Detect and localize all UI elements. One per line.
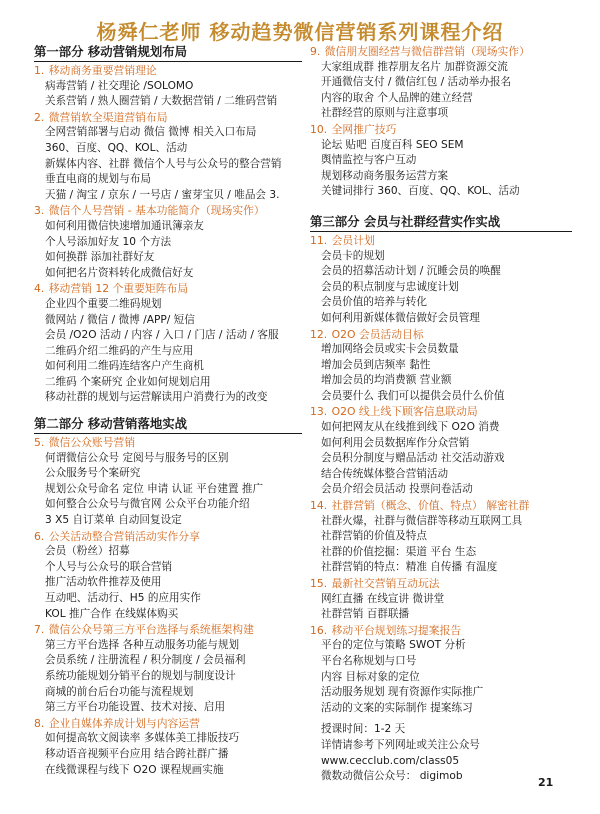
part-heading: 第三部分 会员与社群经营实作实战 [310, 214, 572, 232]
section-number: 9. [310, 45, 321, 58]
list-item: 结合传统媒体整合营销活动 [321, 467, 449, 480]
list-item: 内容的取舍 个人品牌的建立经营 [321, 91, 473, 104]
section-number: 7. [34, 623, 45, 637]
section-title [310, 122, 572, 138]
list-item: 垂直电商的规划与布局 [45, 173, 151, 186]
part-heading: 第一部分 移动营销规划布局 [34, 44, 302, 62]
list-item: 增加会员的均消费额 营业额 [321, 374, 452, 387]
list-item: 会员的积点制度与忠诚度计划 [321, 280, 459, 293]
section-title-text: 微营销软全渠道营销布局 [48, 110, 168, 124]
list-item: 如何提高软文阅读率 多媒体美工排版技巧 [45, 732, 240, 745]
section-title-text: 微信公众账号营销 [48, 436, 136, 450]
list-item: 在线微课程与线下 O2O 课程规画实施 [45, 763, 224, 776]
section-title [310, 498, 572, 514]
course-duration: 授课时间：1-2 天 [321, 723, 406, 736]
section-title [34, 622, 302, 638]
list-item: 360、百度、QQ、KOL、活动 [45, 141, 188, 154]
section-title-text: 会员计划 [331, 233, 375, 247]
page-title: 杨舜仁老师 移动趋势微信营销系列课程介绍 [96, 20, 504, 44]
list-item: 病毒营销 / 社交理论 /SOLOMO [45, 79, 194, 92]
section-title-text: 微信朋友圈经营与微信群营销（现场实作） [324, 45, 530, 58]
right-column [310, 44, 572, 785]
list-item: 互动吧、活动行、H5 的应用实作 [45, 592, 201, 604]
list-item: 规划公众号命名 定位 申请 认证 平台建置 推广 [45, 482, 264, 495]
section-number: 6. [34, 529, 45, 543]
list-item: 企业四个重要二维码规划 [45, 297, 162, 310]
list-item: 二维码介绍二维码的产生与应用 [45, 344, 194, 357]
list-item: 社群火爆，社群与微信群等移动互联网工具 [321, 514, 523, 527]
course-details-note: 详情请参考下列网址或关注公众号 [321, 738, 480, 751]
list-item: 如何利用会员数据库作分众营销 [321, 436, 470, 449]
list-item: 会员系统 / 注册流程 / 积分制度 / 会员福利 [45, 654, 246, 667]
list-item: 二维码 个案研究 企业如何规划启用 [45, 375, 211, 388]
list-item: 平台名称规划与口号 [321, 654, 417, 667]
list-item: 开通微信支付 / 微信红包 / 活动举办报名 [321, 76, 512, 89]
section-number: 11. [310, 233, 328, 247]
list-item: 会员卡的规划 [321, 249, 385, 262]
list-item: 推广活动软件推荐及使用 [45, 576, 162, 589]
list-item: 会员价值的培养与转化 [321, 296, 427, 309]
section-number: 12. [310, 327, 328, 341]
list-item: 舆情监控与客户互动 [321, 154, 417, 167]
section-number: 3. [34, 204, 45, 218]
list-item: 3 X5 自订菜单 自动回复设定 [45, 514, 182, 527]
section-title-text: 公关活动整合营销活动实作分享 [48, 529, 200, 543]
section-title-text: 微信个人号营销 - 基本功能简介（现场实作） [48, 204, 265, 218]
list-item: 关系营销 / 熟人圈营销 / 大数据营销 / 二维码营销 [45, 95, 278, 108]
section-title [34, 281, 302, 297]
list-item: 活动的文案的实际制作 提案练习 [321, 701, 473, 714]
section-title [310, 623, 572, 639]
section-title [310, 233, 572, 249]
section-title-text: 微信公众号第三方平台选择与系统框架构建 [48, 623, 254, 637]
list-item: 活动服务规划 现有资源作实际推广 [321, 686, 484, 699]
list-item: 微网站 / 微信 / 微博 /APP/ 短信 [45, 313, 195, 326]
list-item: 如何把网友从在线推到线下 O2O 消费 [321, 421, 500, 434]
section-title-text: 移动营销 12 个重要矩阵布局 [48, 282, 189, 296]
list-item: 第三方平台选择 各种互动服务功能与规划 [45, 638, 240, 651]
section-title-text: O2O 线上线下顾客信息联动局 [331, 405, 478, 419]
list-item: 增加网络会员或实卡会员数量 [321, 343, 459, 356]
section-number: 13. [310, 405, 328, 419]
section-title [310, 44, 572, 60]
list-item: 移动语音视频平台应用 结合跨社群广播 [45, 747, 229, 760]
section-number: 16. [310, 623, 328, 637]
course-url-link[interactable]: www.cecclub.com/class05 [321, 754, 460, 767]
list-item: 第三方平台功能设置、技术对接、启用 [45, 701, 226, 714]
list-item: 关键词排行 360、百度、QQ、KOL、活动 [321, 185, 520, 198]
section-number: 15. [310, 577, 328, 590]
list-item: 会员积分制度与赠品活动 社交活动游戏 [321, 452, 505, 465]
list-item: 会员 /O2O 活动 / 内容 / 入口 / 门店 / 活动 / 客服 [45, 329, 279, 342]
section-title-text: 社群营销（概念、价值、特点） 解密社群 [331, 499, 530, 513]
list-item: 个人号添加好友 10 个方法 [45, 235, 172, 248]
section-title-text: 移动商务重要营销理论 [48, 64, 157, 77]
list-item: 规划移动商务服务运营方案 [321, 169, 449, 182]
part-heading: 第二部分 移动营销落地实战 [34, 416, 302, 434]
list-item: 会员介绍会员活动 投票问卷活动 [321, 483, 473, 496]
list-item: 平台的定位与策略 SWOT 分析 [321, 639, 466, 652]
section-number: 2. [34, 110, 45, 124]
list-item: 如何换群 添加社群好友 [45, 251, 155, 264]
list-item: 大家组成群 推荐朋友名片 加群资源交流 [321, 60, 508, 73]
list-item: 论坛 贴吧 百度百科 SEO SEM [321, 138, 464, 151]
section-title [34, 110, 302, 126]
list-item: 会员的招募活动计划 / 沉睡会员的唤醒 [321, 265, 501, 278]
list-item: 社群经营的原则与注意事项 [321, 107, 449, 120]
list-item: 会员（粉丝）招募 [45, 545, 130, 558]
section-number: 10. [310, 122, 328, 136]
section-title [34, 529, 302, 545]
section-number: 1. [34, 64, 45, 77]
section-title [310, 576, 572, 592]
section-title-text: 最新社交营销互动玩法 [331, 577, 440, 590]
list-item: 增加会员到店频率 黏性 [321, 358, 431, 371]
section-title [34, 435, 302, 451]
list-item: 移动社群的规划与运营解读用户消费行为的改变 [45, 391, 268, 404]
section-number: 8. [34, 716, 45, 730]
list-item: 社群的价值挖掘：渠道 平台 生态 [321, 545, 477, 558]
list-item: 天猫 / 淘宝 / 京东 / 一号店 / 蜜芽宝贝 / 唯品会 3. [45, 188, 280, 201]
section-title-text: O2O 会员活动目标 [331, 327, 424, 341]
section-title-text: 企业自媒体养成计划与内容运营 [48, 716, 200, 730]
page-number: 21 [538, 776, 554, 789]
section-title-text: 全网推广技巧 [331, 122, 397, 136]
list-item: 如何利用微信快速增加通讯簿亲友 [45, 219, 204, 232]
list-item: 全网营销部署与启动 微信 微博 相关入口布局 [45, 126, 257, 139]
list-item: 如何利用二维码连结客户产生商机 [45, 360, 204, 373]
section-title-text: 移动平台规划练习提案报告 [331, 623, 462, 637]
list-item: 会员要什么 我们可以提供会员什么价值 [321, 389, 505, 402]
list-item: 社群营销 百群联播 [321, 608, 410, 621]
section-title [34, 63, 302, 79]
section-number: 14. [310, 499, 328, 513]
list-item: 系统功能规划分销平台的规划与制度设计 [45, 669, 236, 682]
section-title [34, 203, 302, 219]
list-item: 内容 目标对象的定位 [321, 670, 420, 683]
list-item: 社群营销的特点：精准 自传播 有温度 [321, 561, 498, 574]
list-item: 公众服务号个案研究 [45, 467, 141, 480]
left-column [34, 44, 302, 778]
course-info [310, 722, 572, 784]
list-item: 何谓微信公众号 定阅号与服务号的区别 [45, 451, 229, 464]
section-title [310, 404, 572, 420]
list-item: 如何把名片资料转化成微信好友 [45, 266, 194, 279]
list-item: 商城的前台后台功能与流程规划 [45, 685, 194, 698]
list-item: 如何整合公众号与微官网 公众平台功能介绍 [45, 498, 250, 511]
list-item: 网红直播 在线宣讲 微讲堂 [321, 592, 445, 605]
list-item: 如何利用新媒体微信做好会员管理 [321, 311, 480, 324]
list-item: 新媒体内容、社群 微信个人号与公众号的整合营销 [45, 157, 282, 170]
list-item: 社群营销的价值及特点 [321, 530, 427, 543]
section-title [34, 716, 302, 732]
list-item: KOL 推广合作 在线媒体购买 [45, 607, 179, 620]
section-number: 4. [34, 282, 45, 296]
section-title [310, 327, 572, 343]
wechat-account: 微数动微信公众号： digimob [321, 770, 463, 783]
list-item: 个人号与公众号的联合营销 [45, 560, 173, 573]
section-number: 5. [34, 436, 45, 450]
